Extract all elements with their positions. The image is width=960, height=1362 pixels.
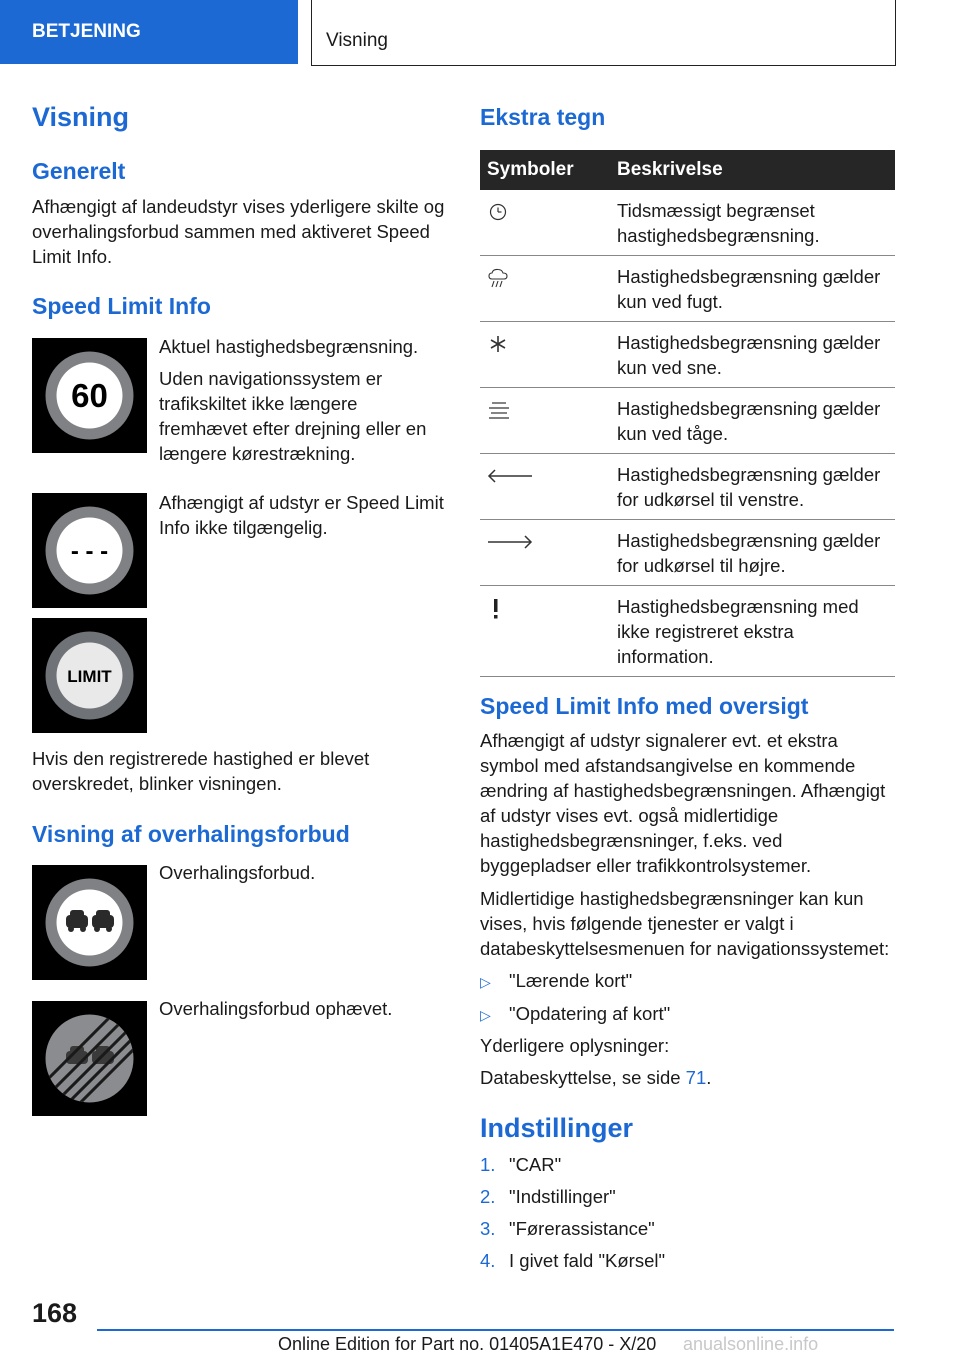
table-row (480, 256, 895, 322)
section-title: Visning (326, 30, 388, 51)
step-number: 1. (480, 1154, 496, 1175)
row-text: Tidsmæssigt begrænset hastighedsbegrænsning. (613, 190, 895, 256)
exclamation-icon (486, 603, 506, 624)
heading-settings: Indstillinger (480, 1113, 634, 1143)
bullet-text: "Lærende kort" (509, 970, 633, 991)
privacy-text: Databeskyttelse, se side (480, 1067, 681, 1088)
list-item (480, 1248, 665, 1273)
sign-limit-label: LIMIT (67, 667, 112, 686)
snowflake-icon (486, 337, 510, 358)
chapter-tab: BETJENING (0, 0, 298, 64)
heading-speed-limit-info: Speed Limit Info (32, 293, 211, 319)
heading-generelt: Generelt (32, 158, 126, 184)
arrow-right-icon (486, 535, 534, 556)
table-row (480, 520, 895, 586)
sli-no-nav-text: Uden navigationssystem er trafikskiltet ikke længere fremhævet efter drejning eller en længere kørestrækning. (159, 368, 427, 464)
symbol-table (480, 150, 895, 677)
step-text: "CAR" (509, 1154, 562, 1175)
table-row (480, 586, 895, 677)
table-row (480, 190, 895, 256)
heading-extra-tegn: Ekstra tegn (480, 104, 606, 130)
table-row (480, 388, 895, 454)
bullet-text: "Opdatering af kort" (509, 1003, 671, 1024)
overview-text: Afhængigt af udstyr signalerer evt. et ekstra symbol med afstandsangivelse en kommende ændring af hastighedsbegrænsningen. Afhængigt af udstyr vises evt. også midlertidige hastighedsbegrænsninger, f.eks. ved byggepladser eller trafikkontrolsystemer. (480, 730, 886, 876)
step-text: I givet fald "Kørsel" (509, 1250, 666, 1271)
row-text: Hastighedsbegrænsning gælder kun ved tåge. (613, 388, 895, 454)
overtaking-end-sign-image (32, 1001, 147, 1116)
fog-icon (486, 403, 512, 424)
sign-60-label: 60 (71, 377, 108, 414)
arrow-left-icon (486, 469, 534, 490)
temporary-limits-text: Midlertidige hastighedsbegrænsninger kan kun vises, hvis følgende tjenester er valgt i databeskyttelsesmenuen for navigationssystemet: (480, 888, 890, 959)
generelt-text: Afhængigt af landeudstyr vises yderligere skilte og overhalingsforbud sammen med aktiveret Speed Limit Info. (32, 196, 445, 267)
step-number: 2. (480, 1186, 496, 1207)
watermark-text: anualsonline.info (683, 1334, 819, 1354)
list-item (480, 1152, 561, 1177)
row-text: Hastighedsbegrænsning med ikke registreret ekstra information. (613, 586, 895, 677)
step-text: "Indstillinger" (509, 1186, 616, 1207)
step-number: 4. (480, 1250, 496, 1271)
bullet-triangle-icon: ▷ (480, 1007, 491, 1023)
sign-dash-label: - - - (70, 538, 109, 565)
table-row (480, 322, 895, 388)
page-title: Visning (32, 102, 130, 132)
row-text: Hastighedsbegrænsning gælder kun ved fugt. (613, 256, 895, 322)
page-link[interactable]: 71 (685, 1067, 707, 1088)
table-row (480, 454, 895, 520)
blink-text: Hvis den registrerede hastighed er blevet overskredet, blinker visningen. (32, 748, 370, 794)
list-item (480, 968, 632, 995)
col-description: Beskrivelse (613, 150, 895, 190)
more-info-text: Yderligere oplysninger: (480, 1035, 670, 1056)
no-overtaking-sign-image (32, 865, 147, 980)
speed-sign-limit-image (32, 618, 147, 733)
overtake-end-text: Overhalingsforbud ophævet. (159, 998, 393, 1019)
speed-sign-unknown-image (32, 493, 147, 608)
step-number: 3. (480, 1218, 496, 1239)
sli-current-text: Aktuel hastighedsbegrænsning. (159, 336, 419, 357)
speed-sign-60-image (32, 338, 147, 453)
overtake-text: Overhalingsforbud. (159, 862, 316, 883)
list-item (480, 1216, 655, 1241)
section-tab (311, 0, 896, 66)
list-item (480, 1001, 670, 1028)
sli-unavailable-text: Afhængigt af udstyr er Speed Limit Info ikke tilgængelig. (159, 492, 444, 538)
col-symbols: Symboler (480, 150, 613, 190)
heading-overtake: Visning af overhalingsforbud (32, 821, 350, 847)
row-text: Hastighedsbegrænsning gælder kun ved sne. (613, 322, 895, 388)
page-number: 168 (32, 1298, 78, 1328)
heading-overview: Speed Limit Info med oversigt (480, 693, 809, 719)
row-text: Hastighedsbegrænsning gælder for udkørsel til venstre. (613, 454, 895, 520)
footer-divider (97, 1329, 894, 1331)
rain-icon (486, 273, 512, 294)
privacy-reference: Databeskyttelse, se side 71. (480, 1067, 712, 1088)
step-text: "Førerassistance" (509, 1218, 655, 1239)
bullet-triangle-icon: ▷ (480, 974, 491, 990)
list-item (480, 1184, 616, 1209)
edition-text: Online Edition for Part no. 01405A1E470 - X/20 (278, 1334, 657, 1354)
clock-icon (486, 205, 510, 226)
row-text: Hastighedsbegrænsning gælder for udkørsel til højre. (613, 520, 895, 586)
